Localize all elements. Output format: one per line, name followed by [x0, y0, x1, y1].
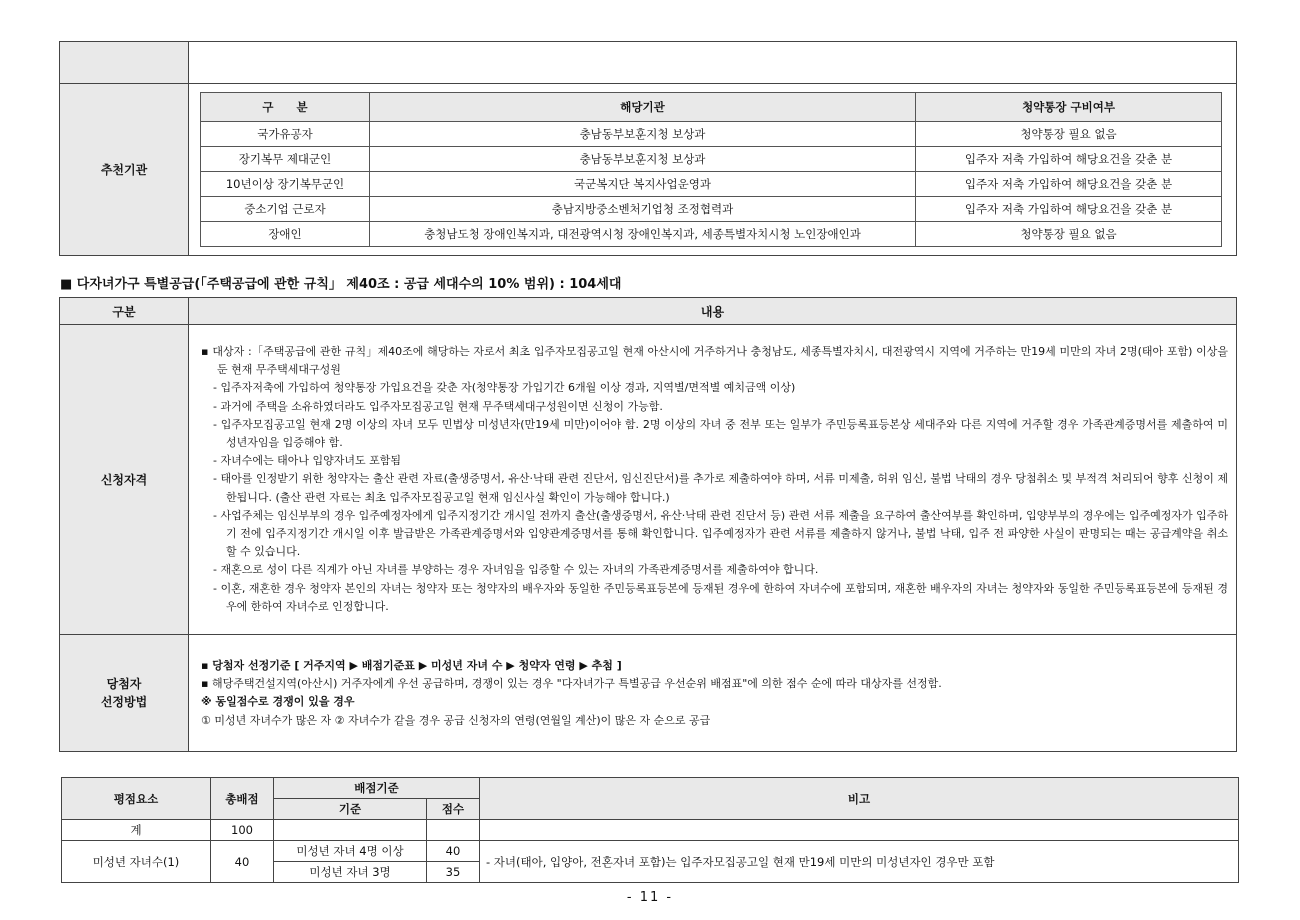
empty-cell — [480, 820, 1239, 841]
cell-category: 장기복무 제대군인 — [201, 147, 370, 172]
cell-category: 중소기업 근로자 — [201, 197, 370, 222]
criteria-2: 미성년 자녀 3명 — [274, 862, 427, 883]
cell-category: 장애인 — [201, 222, 370, 247]
score-table — [61, 777, 1239, 883]
empty-cell — [427, 820, 480, 841]
col-header-agency: 해당기관 — [370, 93, 916, 122]
eligibility-content — [189, 325, 1237, 635]
header-basis: 배점기준 — [274, 778, 480, 799]
table-row — [201, 122, 1222, 147]
table-row — [62, 820, 1239, 841]
eligibility-main: ▪ 대상자 :「주택공급에 관한 규칙」제40조에 해당하는 자로서 최초 입주자모집공고일 현재 아산시에 거주하거나 충청남도, 세종특별자치시, 대전광역시 지역에 거주하는 만19세 미만의 자녀 2명(태아 포함) 이상을 둔 현재 무주택세대구성원 — [201, 345, 1228, 377]
empty-row-label — [60, 42, 189, 84]
header-remark: 비고 — [480, 778, 1239, 820]
agency-row-label: 추천기관 — [60, 84, 189, 256]
header-category: 구분 — [60, 298, 189, 325]
minor-children-label: 미성년 자녀수(1) — [62, 841, 211, 883]
winner-label-line1: 당첨자 — [106, 677, 142, 691]
eligibility-item: - 입주자저축에 가입하여 청약통장 가입요건을 갖춘 자(청약통장 가입기간 6개월 이상 경과, 지역별/면적별 예치금액 이상) — [213, 381, 796, 395]
cell-category: 국가유공자 — [201, 122, 370, 147]
header-criteria: 기준 — [274, 799, 427, 820]
page-number: - 11 - — [626, 890, 674, 905]
header-total: 총배점 — [211, 778, 274, 820]
cell-agency: 충남지방중소벤처기업청 조정협력과 — [370, 197, 916, 222]
table-row — [201, 197, 1222, 222]
cell-account: 입주자 저축 가입하여 해당요건을 갖춘 분 — [916, 197, 1222, 222]
cell-agency: 충청남도청 장애인복지과, 대전광역시청 장애인복지과, 세종특별자치시청 노인장애인과 — [370, 222, 916, 247]
recommending-agency-table — [59, 41, 1237, 256]
winner-criteria: ▪ 당첨자 선정기준 [ 거주지역 ▶ 배점기준표 ▶ 미성년 자녀 수 ▶ 청약자 연령 ▶ 추첨 ] — [201, 659, 622, 672]
eligibility-item: - 자녀수에는 태아나 입양자녀도 포함됨 — [213, 454, 401, 468]
eligibility-item: - 태아를 인정받기 위한 청약자는 출산 관련 자료(출생증명서, 유산·낙태 관련 진단서, 임신진단서)를 추가로 제출하여야 하며, 서류 미제출, 허위 임신, 불법 낙태의 경우 당첨취소 및 부적격 처리되어 향후 신청이 제한됩니다. (출산 관련 자료는 최초 입주자모집공고일 현재 임신사실 확인이 가능해야 합니다.) — [213, 472, 1228, 504]
empty-row-content — [189, 42, 1237, 84]
header-content: 내용 — [189, 298, 1237, 325]
table-row — [62, 841, 1239, 862]
tie-title: ※ 동일점수로 경쟁이 있을 경우 — [201, 695, 355, 709]
cell-account: 청약통장 필요 없음 — [916, 122, 1222, 147]
cell-agency: 충남동부보훈지청 보상과 — [370, 122, 916, 147]
total-value: 100 — [211, 820, 274, 841]
eligibility-item: - 과거에 주택을 소유하였더라도 입주자모집공고일 현재 무주택세대구성원이면 신청이 가능함. — [213, 399, 663, 413]
eligibility-item: - 입주자모집공고일 현재 2명 이상의 자녀 모두 민법상 미성년자(만19세 미만)이어야 함. 2명 이상의 자녀 중 전부 또는 일부가 주민등록표등본상 세대주와 다른 지역에 거주할 경우 가족관계증명서를 제출하여 미성년자임을 입증해야 함. — [213, 417, 1228, 450]
minor-children-total: 40 — [211, 841, 274, 883]
remark: - 자녀(태아, 입양아, 전혼자녀 포함)는 입주자모집공고일 현재 만19세 미만의 미성년자인 경우만 포함 — [480, 841, 1239, 883]
eligibility-item: - 이혼, 재혼한 경우 청약자 본인의 자녀는 청약자 또는 청약자의 배우자와 동일한 주민등록표등본에 등재된 경우에 한하여 자녀수에 포함되며, 재혼한 배우자의 자녀는 청약자와 동일한 주민등록표등본에 등재된 경우에 한하여 자녀수로 인정합니다. — [213, 581, 1228, 613]
winner-method-content — [189, 635, 1237, 752]
eligibility-item: - 사업주체는 임신부부의 경우 입주예정자에게 입주지정기간 개시일 전까지 출산(출생증명서, 유산·낙태 관련 진단서 등) 관련 서류 제출을 요구하여 출산여부를 확인하며, 입양부부의 경우에는 입주예정자가 입주하기 전에 입주지정기간 개시일 이후 발급받은 가족관계증명서와 입양관계증명서를 통해 확인합니다. 입주예정자가 관련 서류를 제출하지 않거나, 불법 낙태, 입주 전 파양한 사실이 판명되는 때는 공급계약을 취소할 수 있습니다. — [213, 508, 1228, 559]
agency-inner-table — [200, 92, 1222, 247]
table-row — [201, 147, 1222, 172]
cell-agency: 충남동부보훈지청 보상과 — [370, 147, 916, 172]
cell-category: 10년이상 장기복무군인 — [201, 172, 370, 197]
multi-child-supply-table — [59, 297, 1237, 752]
table-row — [201, 222, 1222, 247]
agency-row-content — [189, 84, 1237, 256]
points-2: 35 — [427, 862, 480, 883]
eligibility-label: 신청자격 — [60, 325, 189, 635]
table-row — [201, 172, 1222, 197]
eligibility-item: - 재혼으로 성이 다른 직계가 아닌 자녀를 부양하는 경우 자녀임을 입증할 수 있는 자녀의 가족관계증명서를 제출하여야 합니다. — [213, 563, 819, 577]
winner-label-line2: 선정방법 — [100, 695, 148, 709]
col-header-category: 구 분 — [201, 93, 370, 122]
empty-cell — [274, 820, 427, 841]
winner-method-label — [60, 635, 189, 752]
col-header-account: 청약통장 구비여부 — [916, 93, 1222, 122]
points-1: 40 — [427, 841, 480, 862]
cell-agency: 국군복지단 복지사업운영과 — [370, 172, 916, 197]
criteria-1: 미성년 자녀 4명 이상 — [274, 841, 427, 862]
tie-rule: ① 미성년 자녀수가 많은 자 ② 자녀수가 같을 경우 공급 신청자의 연령(연월일 계산)이 많은 자 순으로 공급 — [201, 713, 711, 727]
total-label: 계 — [62, 820, 211, 841]
cell-account: 입주자 저축 가입하여 해당요건을 갖춘 분 — [916, 147, 1222, 172]
section-title: ■ 다자녀가구 특별공급(「주택공급에 관한 규칙」 제40조 : 공급 세대수의 10% 범위) : 104세대 — [60, 277, 622, 292]
winner-priority: ▪ 해당주택건설지역(아산시) 거주자에게 우선 공급하며, 경쟁이 있는 경우 "다자녀가구 특별공급 우선순위 배점표"에 의한 점수 순에 따라 대상자를 선정함. — [201, 677, 942, 691]
cell-account: 입주자 저축 가입하여 해당요건을 갖춘 분 — [916, 172, 1222, 197]
cell-account: 청약통장 필요 없음 — [916, 222, 1222, 247]
header-points: 점수 — [427, 799, 480, 820]
header-element: 평점요소 — [62, 778, 211, 820]
